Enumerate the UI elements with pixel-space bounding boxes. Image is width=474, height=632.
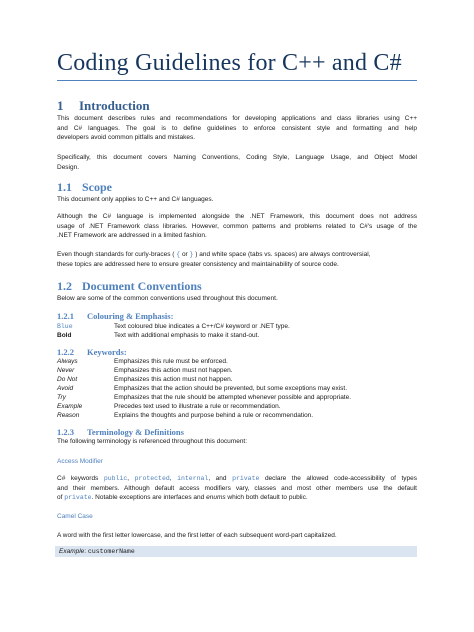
- keyword-description: Emphasizes this rule must be enforced.: [114, 358, 228, 365]
- keyword-row: [57, 411, 417, 420]
- keyword-span: {: [176, 251, 181, 258]
- definition-row-blue: [57, 322, 417, 331]
- keyword-span: }: [189, 251, 194, 258]
- text-line: This document only applies to C++ and C# languages.: [57, 196, 214, 203]
- example-separator: :: [84, 548, 88, 555]
- text-span: , and: [208, 475, 233, 482]
- keyword-row: [57, 366, 417, 375]
- text-line: [57, 474, 417, 484]
- text-span: . Notable exceptions are interfaces and: [91, 494, 207, 502]
- heading-number: 1.2.2: [57, 347, 74, 357]
- text-span: C# keywords: [57, 475, 104, 482]
- scope-paragraph-2: [57, 212, 417, 241]
- keyword-span: private: [64, 494, 92, 502]
- keyword-description: Explains the thoughts and purpose behind a rule or recommendation.: [114, 412, 314, 419]
- conventions-paragraph: [57, 294, 417, 304]
- keyword-row: [57, 375, 417, 384]
- terminology-paragraph: [57, 437, 417, 447]
- keyword-term: Reason: [57, 412, 80, 419]
- keyword-term: Never: [57, 367, 75, 374]
- heading-number: 1: [57, 98, 64, 113]
- heading-keywords: [57, 347, 127, 357]
- subheading-access-modifier: Access Modifier: [57, 458, 103, 465]
- text-span: which both default to public.: [225, 494, 308, 502]
- keyword-description: Emphasizes that the rule should be attempted whenever possible and appropriate.: [114, 394, 352, 401]
- heading-text: Colouring & Emphasis:: [87, 311, 174, 321]
- heading-number: 1.2.3: [57, 427, 74, 437]
- text-span: Even though standards for curly-braces (: [57, 251, 175, 258]
- heading-text: Terminology & Definitions: [87, 427, 184, 437]
- keyword-row: [57, 402, 417, 411]
- scope-paragraph-1: [57, 195, 417, 205]
- camel-case-paragraph: [57, 531, 417, 541]
- intro-paragraph-1: [57, 114, 417, 143]
- title-underline: [57, 80, 417, 81]
- term-description: Text coloured blue indicates a C++/C# keyword or .NET type.: [114, 323, 290, 330]
- text-line: This document describes rules and recommendations for developing applications and class libraries using C++: [57, 115, 417, 122]
- text-span: ,: [169, 475, 178, 482]
- keyword-description: Emphasizes that the action should be prevented, but some exceptions may exist.: [114, 385, 348, 392]
- text-line: Specifically, this document covers Naming Conventions, Coding Style, Language Usage, and Object Model: [57, 154, 417, 161]
- keyword-term: Try: [57, 394, 66, 401]
- text-span: of: [57, 494, 65, 502]
- scope-paragraph-3: [57, 250, 417, 269]
- heading-text: Document Conventions: [82, 279, 202, 293]
- example-label: Example: [59, 548, 85, 555]
- term-bold: Bold: [57, 332, 72, 339]
- text-line: Although the C# language is implemented alongside the .NET Framework, this document does not address: [57, 213, 417, 220]
- text-line: Below are some of the common conventions used throughout this document.: [57, 295, 278, 302]
- text-span: ) and white space (tabs vs. spaces) are always controversial,: [195, 251, 371, 258]
- keyword-span: internal: [177, 475, 209, 482]
- text-line: usage of .NET Framework class libraries. However, common patterns and problems related to C#'s usage of the: [57, 222, 417, 230]
- keyword-term: Always: [57, 358, 78, 365]
- example-line: [59, 547, 135, 556]
- text-line: The following terminology is referenced throughout this document:: [57, 438, 248, 445]
- heading-number: 1.2.1: [57, 311, 74, 321]
- keyword-span: private: [232, 475, 260, 482]
- text-line: Design.: [57, 163, 80, 171]
- keyword-description: Emphasizes this action must not happen.: [114, 367, 233, 374]
- heading-colouring-emphasis: [57, 311, 173, 321]
- text-span: declare the allowed code-accessibility of types: [259, 475, 417, 482]
- text-span: ,: [127, 475, 135, 482]
- text-span: enums: [206, 494, 226, 502]
- keyword-description: Precedes text used to illustrate a rule or recommendation.: [114, 403, 281, 410]
- keyword-span: protected: [134, 475, 170, 482]
- document-title: Coding Guidelines for C++ and C#: [57, 50, 402, 76]
- heading-text: Keywords:: [87, 347, 127, 357]
- term-description: Text with additional emphasis to make it stand-out.: [114, 332, 260, 339]
- text-span: or: [180, 251, 190, 258]
- heading-document-conventions: [57, 279, 202, 294]
- keyword-term: Avoid: [57, 385, 74, 392]
- text-line: developers avoid common pitfalls and mistakes.: [57, 134, 196, 142]
- heading-text: Scope: [82, 180, 112, 194]
- text-line: [57, 250, 417, 260]
- keyword-span: public: [103, 475, 128, 482]
- heading-terminology: [57, 427, 184, 437]
- heading-introduction: [57, 98, 150, 114]
- example-code: customerName: [87, 548, 135, 555]
- text-line: .NET Framework are addressed in a limited fashion.: [57, 232, 207, 240]
- keyword-description: Emphasizes this action must not happen.: [114, 376, 233, 383]
- intro-paragraph-2: [57, 153, 417, 172]
- keyword-term: Example: [57, 403, 83, 410]
- heading-number: 1.1: [57, 180, 72, 194]
- definition-row-bold: [57, 331, 417, 340]
- keyword-row: [57, 393, 417, 402]
- subheading-camel-case: Camel Case: [57, 513, 93, 520]
- text-line: [57, 493, 417, 503]
- access-modifier-paragraph: [57, 474, 417, 503]
- keyword-term: Do Not: [57, 376, 78, 383]
- text-line: these topics are addressed here to ensure greater consistency and maintainability of source code.: [57, 260, 339, 268]
- keyword-row: [57, 384, 417, 393]
- term-blue: Blue: [57, 323, 73, 330]
- heading-scope: [57, 180, 112, 195]
- keyword-row: [57, 357, 417, 366]
- heading-number: 1.2: [57, 279, 72, 293]
- text-line: A word with the first letter lowercase, and the first letter of each subsequent word-part capitalized.: [57, 532, 337, 539]
- heading-text: Introduction: [79, 98, 150, 113]
- text-line: and their members. Although default access modifiers vary, classes and most other members use the default: [57, 484, 417, 492]
- text-line: and C# languages. The goal is to define guidelines to enforce consistent style and formatting and help: [57, 124, 417, 132]
